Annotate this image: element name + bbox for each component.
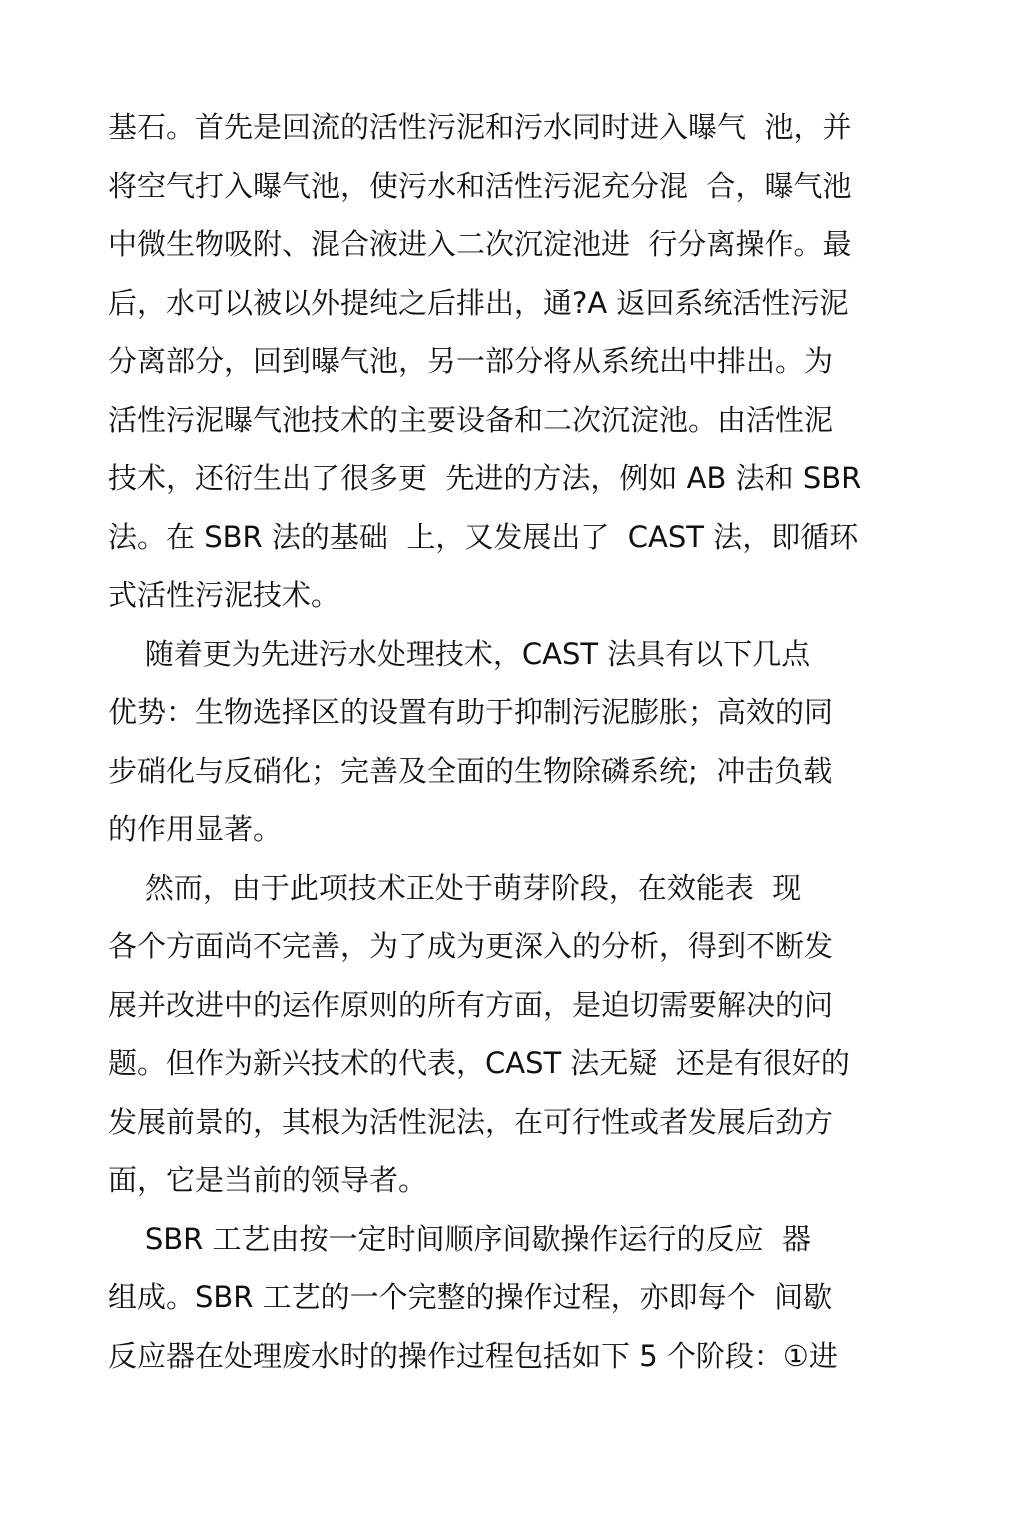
text-line: 然而，由于此项技术正处于萌芽阶段，在效能表 现 xyxy=(108,870,802,905)
text-line: 组成。SBR 工艺的一个完整的操作过程，亦即每个 间歇 xyxy=(108,1280,833,1314)
text-line: 后，水可以被以外提纯之后排出，通?A 返回系统活性污泥 xyxy=(108,285,849,320)
text-line: 式活性污泥技术。 xyxy=(108,578,341,612)
text-line: 基石。首先是回流的活性污泥和污水同时进入曝气 池，并 xyxy=(108,110,852,144)
document-body xyxy=(108,98,924,1385)
paragraph-4 xyxy=(108,1210,924,1386)
text-line: 展并改进中的运作原则的所有方面，是迫切需要解决的问 xyxy=(108,987,834,1022)
text-line: 反应器在处理废水时的操作过程包括如下 5 个阶段：①进 xyxy=(108,1338,838,1373)
text-line: 将空气打入曝气池，使污水和活性污泥充分混 合，曝气池 xyxy=(108,168,852,203)
text-line: 技术，还衍生出了很多更 先进的方法，例如 AB 法和 SBR xyxy=(108,461,862,495)
paragraph-1 xyxy=(108,98,924,625)
text-line: 优势：生物选择区的设置有助于抑制污泥膨胀；高效的同 xyxy=(108,695,834,729)
text-line: 分离部分，回到曝气池，另一部分将从系统出中排出。为 xyxy=(108,344,834,378)
text-line: 随着更为先进污水处理技术，CAST 法具有以下几点 xyxy=(108,636,811,671)
text-line: 法。在 SBR 法的基础 上，又发展出了 CAST 法，即循环 xyxy=(108,519,859,554)
text-line: SBR 工艺由按一定时间顺序间歇操作运行的反应 器 xyxy=(108,1221,811,1256)
text-line: 题。但作为新兴技术的代表，CAST 法无疑 还是有很好的 xyxy=(108,1046,850,1080)
paragraph-2 xyxy=(108,625,924,859)
text-line: 中微生物吸附、混合液进入二次沉淀池进 行分离操作。最 xyxy=(108,227,852,261)
text-line: 面，它是当前的领导者。 xyxy=(108,1163,428,1197)
text-line: 发展前景的，其根为活性泥法，在可行性或者发展后劲方 xyxy=(108,1104,834,1139)
text-line: 活性污泥曝气池技术的主要设备和二次沉淀池。由活性泥 xyxy=(108,402,834,437)
text-line: 各个方面尚不完善，为了成为更深入的分析，得到不断发 xyxy=(108,929,834,963)
paragraph-3 xyxy=(108,859,924,1210)
text-line: 的作用显著。 xyxy=(108,812,283,846)
text-line: 步硝化与反硝化；完善及全面的生物除磷系统; 冲击负载 xyxy=(108,753,833,788)
